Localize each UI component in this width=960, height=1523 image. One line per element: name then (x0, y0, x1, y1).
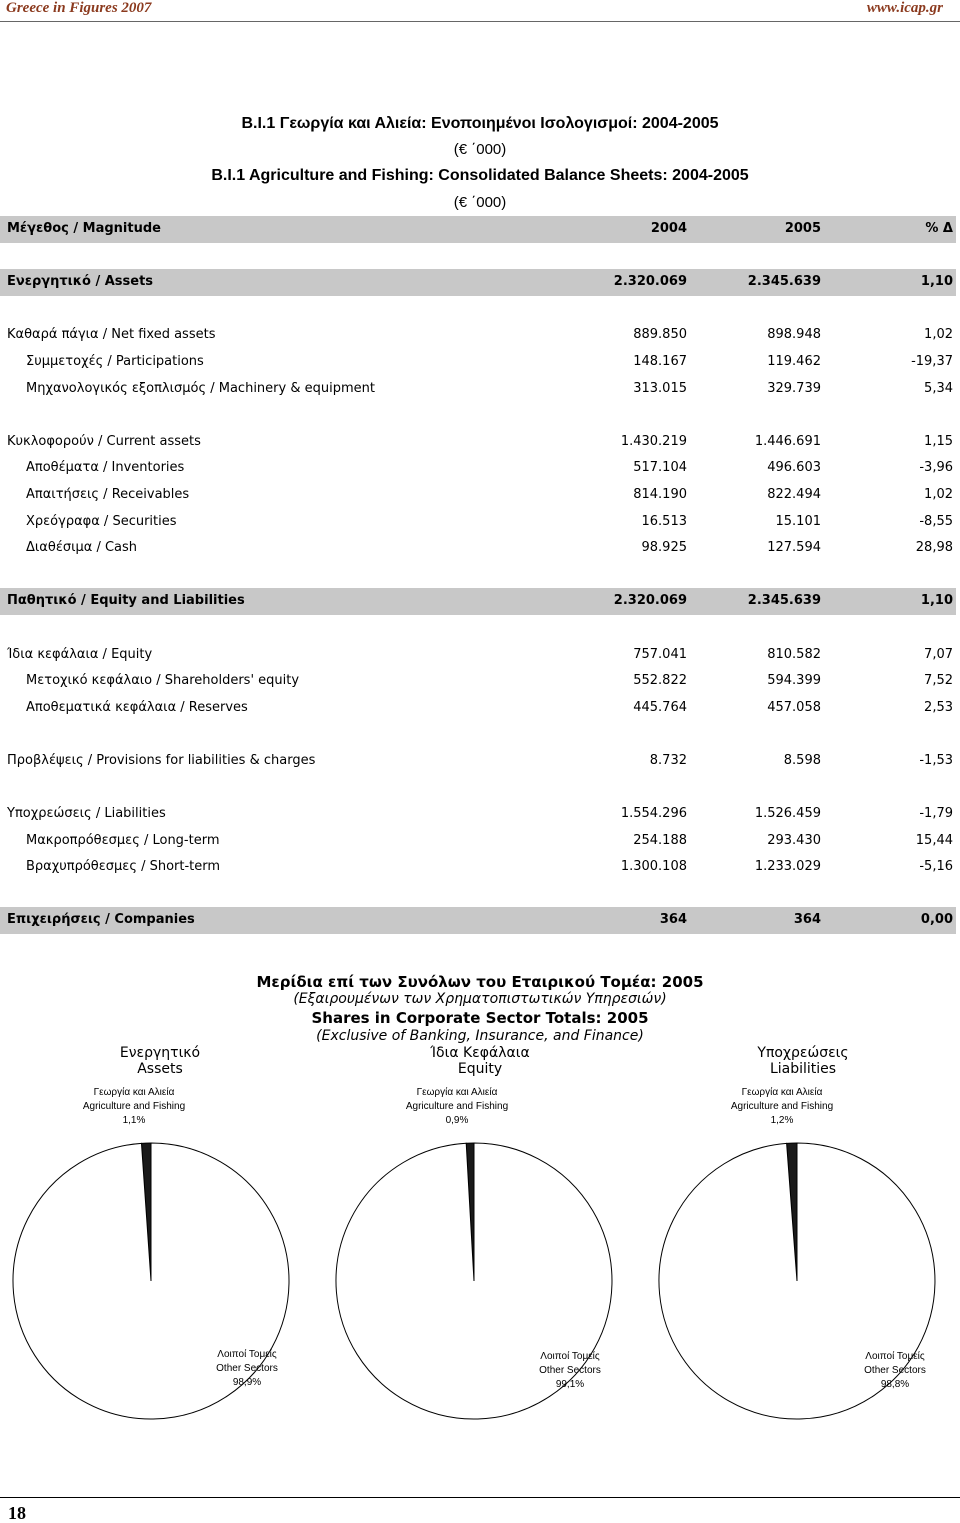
row-label: Κυκλοφορούν / Current assets (7, 433, 201, 449)
percent-change: 0,00 (920, 912, 953, 928)
column-header-magnitude: Μέγεθος / Magnitude (7, 221, 161, 236)
slice-value-label: 0,9% (445, 1115, 469, 1126)
balance-sheet-table (0, 216, 956, 934)
table-row-cash (0, 535, 956, 562)
pie-label-agriculture-equity (377, 1086, 537, 1128)
percent-change: 1,02 (924, 486, 953, 502)
table-row-long-term (0, 828, 956, 855)
pie-label-agriculture-liabilities (702, 1086, 862, 1128)
slice-label-greek: Λοιποί Τομείς (865, 1351, 925, 1362)
table-unit-greek: (€ ΄000) (453, 141, 507, 158)
table-spacer (0, 243, 956, 270)
value-2005: 1.526.459 (754, 806, 821, 822)
percent-change: -8,55 (919, 513, 953, 529)
percent-change: 1,10 (920, 274, 953, 290)
value-2004: 16.513 (641, 513, 687, 529)
row-label: Επιχειρήσεις / Companies (7, 912, 195, 928)
value-2004: 148.167 (633, 353, 687, 369)
slice-label-english: Other Sectors (864, 1365, 926, 1376)
row-label: Συμμετοχές / Participations (26, 353, 204, 369)
table-unit-english: (€ ΄000) (453, 194, 507, 211)
value-2005: 127.594 (767, 540, 821, 556)
website-url: www.icap.gr (866, 0, 943, 16)
percent-change: -3,96 (919, 460, 953, 476)
value-2004: 364 (659, 912, 687, 928)
page-number: 18 (8, 1503, 26, 1523)
value-2005: 293.430 (767, 832, 821, 848)
table-spacer (0, 721, 956, 748)
value-2005: 457.058 (767, 699, 821, 715)
table-row-receivables (0, 482, 956, 509)
row-label: Απαιτήσεις / Receivables (26, 486, 190, 502)
table-row-short-term (0, 854, 956, 881)
value-2004: 8.732 (649, 752, 687, 768)
percent-change: 1,02 (924, 327, 953, 343)
table-row-machinery-equipment (0, 376, 956, 403)
value-2005: 1.446.691 (754, 433, 821, 449)
value-2004: 2.320.069 (613, 593, 687, 609)
value-2004: 1.430.219 (620, 433, 687, 449)
pie-title-liabilities (703, 1045, 903, 1077)
row-label: Ίδια κεφάλαια / Equity (7, 646, 153, 662)
table-row-net-fixed-assets (0, 322, 956, 349)
row-label: Μακροπρόθεσμες / Long-term (26, 832, 220, 848)
row-label: Διαθέσιμα / Cash (26, 540, 138, 556)
table-spacer (0, 615, 956, 642)
value-2005: 329.739 (767, 380, 821, 396)
table-spacer (0, 562, 956, 589)
column-header-2005: 2005 (784, 221, 821, 236)
publication-title: Greece in Figures 2007 (6, 0, 152, 16)
pie-label-other-liabilities (840, 1350, 950, 1392)
pie-title-english: Liabilities (769, 1061, 837, 1077)
value-2005: 2.345.639 (747, 593, 821, 609)
table-row-equity-and-liabilities (0, 588, 956, 615)
header-divider (0, 21, 960, 22)
percent-change: 28,98 (915, 540, 953, 556)
row-label: Καθαρά πάγια / Net fixed assets (7, 327, 216, 343)
slice-value-label: 1,2% (770, 1115, 794, 1126)
value-2005: 15.101 (775, 513, 821, 529)
slice-label-english: Agriculture and Fishing (82, 1101, 186, 1112)
percent-change: 2,53 (924, 699, 953, 715)
value-2005: 8.598 (783, 752, 821, 768)
row-label: Παθητικό / Equity and Liabilities (7, 593, 245, 609)
pie-title-english: Assets (137, 1061, 183, 1077)
row-label: Μετοχικό κεφάλαιο / Shareholders' equity (26, 673, 300, 689)
value-2005: 496.603 (767, 460, 821, 476)
slice-label-english: Agriculture and Fishing (405, 1101, 509, 1112)
pie-title-assets (60, 1045, 260, 1077)
table-spacer (0, 296, 956, 323)
value-2004: 889.850 (633, 327, 687, 343)
table-header-row (0, 216, 956, 243)
percent-change: 1,10 (920, 593, 953, 609)
value-2004: 1.300.108 (620, 859, 687, 875)
table-row-liabilities (0, 801, 956, 828)
pie-title-english: Equity (457, 1061, 503, 1077)
row-label: Αποθέματα / Inventories (26, 460, 185, 476)
percent-change: 5,34 (924, 380, 953, 396)
slice-label-greek: Γεωργία και Αλιεία (93, 1087, 175, 1098)
table-spacer (0, 881, 956, 908)
percent-change: -5,16 (919, 859, 953, 875)
slice-label-english: Other Sectors (216, 1363, 278, 1374)
value-2004: 313.015 (633, 380, 687, 396)
row-label: Βραχυπρόθεσμες / Short-term (26, 859, 221, 875)
value-2004: 552.822 (633, 673, 687, 689)
row-label: Υποχρεώσεις / Liabilities (7, 806, 166, 822)
slice-value-label: 98,9% (232, 1377, 262, 1388)
row-label: Ενεργητικό / Assets (7, 274, 154, 290)
table-row-companies (0, 907, 956, 934)
slice-label-english: Agriculture and Fishing (730, 1101, 834, 1112)
value-2005: 898.948 (767, 327, 821, 343)
value-2004: 1.554.296 (620, 806, 687, 822)
slice-label-greek: Γεωργία και Αλιεία (416, 1087, 498, 1098)
percent-change: -1,53 (919, 752, 953, 768)
pie-label-other-equity (515, 1350, 625, 1392)
value-2005: 822.494 (767, 486, 821, 502)
table-title-greek: B.I.1 Γεωργία και Αλιεία: Ενοποιημένοι Ισολογισμοί: 2004-2005 (241, 115, 719, 132)
slice-value-label: 99,1% (555, 1379, 585, 1390)
column-header-percent-change: % Δ (925, 221, 953, 236)
table-row-assets (0, 269, 956, 296)
table-row-current-assets (0, 429, 956, 456)
charts-subtitle-greek: (Εξαιρουμένων των Χρηματοπιστωτικών Υπηρεσιών) (293, 991, 667, 1007)
row-label: Μηχανολογικός εξοπλισμός / Machinery & equipment (26, 380, 375, 396)
table-title-english: B.I.1 Agriculture and Fishing: Consolidated Balance Sheets: 2004-2005 (211, 167, 749, 184)
charts-subtitle-english: (Exclusive of Banking, Insurance, and Finance) (316, 1028, 644, 1044)
percent-change: 7,07 (924, 646, 953, 662)
pie-title-greek: Ενεργητικό (119, 1045, 201, 1061)
slice-value-label: 1,1% (122, 1115, 146, 1126)
footer-divider (0, 1497, 960, 1498)
percent-change: 1,15 (924, 433, 953, 449)
value-2004: 445.764 (633, 699, 687, 715)
column-header-2004: 2004 (650, 221, 687, 236)
table-row-shareholders-equity (0, 668, 956, 695)
charts-title-greek: Μερίδια επί των Συνόλων του Εταιρικού Τομέα: 2005 (256, 973, 704, 991)
value-2005: 1.233.029 (754, 859, 821, 875)
table-row-provisions (0, 748, 956, 775)
value-2005: 2.345.639 (747, 274, 821, 290)
percent-change: -19,37 (911, 353, 953, 369)
table-row-equity (0, 642, 956, 669)
value-2004: 814.190 (633, 486, 687, 502)
pie-title-greek: Ίδια Κεφάλαια (430, 1045, 530, 1061)
value-2005: 810.582 (767, 646, 821, 662)
value-2005: 119.462 (767, 353, 821, 369)
value-2004: 254.188 (633, 832, 687, 848)
slice-label-greek: Λοιποί Τομείς (217, 1349, 277, 1360)
table-spacer (0, 774, 956, 801)
table-row-inventories (0, 455, 956, 482)
slice-label-english: Other Sectors (539, 1365, 601, 1376)
charts-title-english: Shares in Corporate Sector Totals: 2005 (311, 1009, 649, 1027)
slice-label-greek: Λοιποί Τομείς (540, 1351, 600, 1362)
pie-title-greek: Υποχρεώσεις (757, 1045, 849, 1061)
row-label: Αποθεματικά κεφάλαια / Reserves (26, 699, 248, 715)
row-label: Χρεόγραφα / Securities (26, 513, 177, 529)
pie-title-equity (380, 1045, 580, 1077)
slice-value-label: 98,8% (880, 1379, 910, 1390)
percent-change: 7,52 (924, 673, 953, 689)
table-row-participations (0, 349, 956, 376)
pie-label-other-assets (192, 1348, 302, 1390)
value-2004: 98.925 (641, 540, 687, 556)
value-2004: 517.104 (633, 460, 687, 476)
value-2004: 757.041 (633, 646, 687, 662)
slice-label-greek: Γεωργία και Αλιεία (741, 1087, 823, 1098)
value-2004: 2.320.069 (613, 274, 687, 290)
table-spacer (0, 402, 956, 429)
table-row-securities (0, 509, 956, 536)
percent-change: 15,44 (915, 832, 953, 848)
percent-change: -1,79 (919, 806, 953, 822)
row-label: Προβλέψεις / Provisions for liabilities & charges (7, 752, 316, 768)
value-2005: 364 (793, 912, 821, 928)
table-row-reserves (0, 695, 956, 722)
value-2005: 594.399 (767, 673, 821, 689)
pie-label-agriculture-assets (54, 1086, 214, 1128)
